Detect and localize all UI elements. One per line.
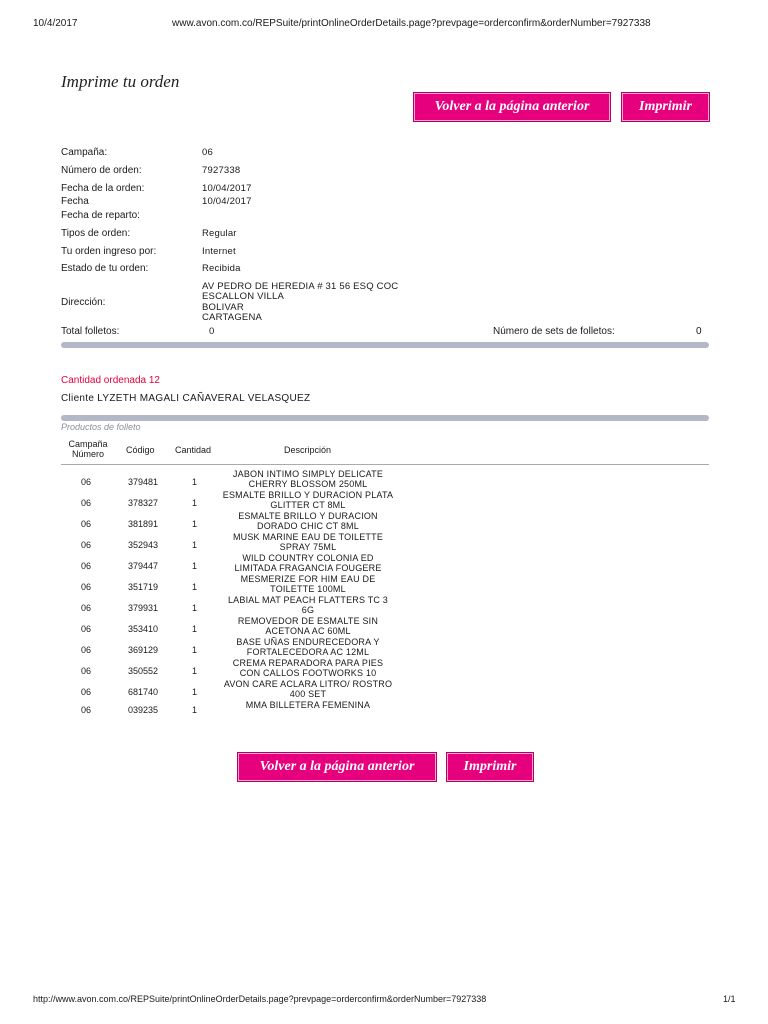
column-header-campaign-line2: Número	[71, 449, 104, 459]
row-description	[213, 637, 403, 657]
address-label: Dirección:	[61, 297, 106, 308]
row-code: 039235	[128, 705, 159, 715]
row-description	[213, 574, 403, 594]
order-number-label: Número de orden:	[61, 165, 142, 176]
order-number-value: 7927338	[202, 165, 241, 176]
address-line: ESCALLON VILLA	[202, 291, 285, 302]
table-row	[0, 574, 768, 595]
row-campaign: 06	[81, 687, 92, 697]
print-button-top[interactable]: Imprimir	[621, 92, 710, 122]
row-quantity: 1	[192, 705, 198, 715]
row-code: 379931	[128, 603, 159, 613]
row-description-line1: ESMALTE BRILLO Y DURACION PLATA	[222, 490, 394, 500]
total-brochures-value: 0	[209, 326, 215, 337]
row-description-line2: FORTALECEDORA AC 12ML	[246, 647, 370, 657]
column-header-campaign	[62, 439, 114, 459]
row-description-line1: MESMERIZE FOR HIM EAU DE	[240, 574, 376, 584]
row-campaign: 06	[81, 582, 92, 592]
row-quantity: 1	[192, 477, 198, 487]
row-description-line1: REMOVEDOR DE ESMALTE SIN	[237, 616, 379, 626]
column-header-code: Código	[126, 445, 155, 455]
row-description-line2: 6G	[301, 605, 315, 615]
quantity-ordered: Cantidad ordenada 12	[61, 375, 160, 386]
row-campaign: 06	[81, 477, 92, 487]
row-quantity: 1	[192, 603, 198, 613]
row-quantity: 1	[192, 666, 198, 676]
row-description	[213, 658, 403, 678]
print-page-number: 1/1	[723, 994, 736, 1004]
row-description	[213, 679, 403, 699]
table-row	[0, 469, 768, 490]
row-campaign: 06	[81, 624, 92, 634]
page-title: Imprime tu orden	[61, 72, 180, 91]
row-campaign: 06	[81, 540, 92, 550]
table-row	[0, 553, 768, 574]
address-line: BOLIVAR	[202, 302, 244, 313]
address-line: AV PEDRO DE HEREDIA # 31 56 ESQ COC	[202, 281, 399, 292]
row-quantity: 1	[192, 540, 198, 550]
row-description-line2: SPRAY 75ML	[279, 542, 337, 552]
products-section-label: Productos de folleto	[61, 422, 141, 432]
row-code: 353410	[128, 624, 159, 634]
row-description-line1: MUSK MARINE EAU DE TOILETTE	[232, 532, 384, 542]
row-campaign: 06	[81, 561, 92, 571]
row-description-line1: JABON INTIMO SIMPLY DELICATE	[232, 469, 384, 479]
row-quantity: 1	[192, 561, 198, 571]
print-footer-url: http://www.avon.com.co/REPSuite/printOnlineOrderDetails.page?prevpage=orderconfirm&orderNumber=7927338	[33, 994, 487, 1004]
campaign-value: 06	[202, 147, 213, 158]
row-description-line2: LIMITADA FRAGANCIA FOUGERE	[234, 563, 382, 573]
row-description-line2: GLITTER CT 8ML	[270, 500, 346, 510]
row-description-line2: ACETONA AC 60ML	[265, 626, 351, 636]
total-brochures-label: Total folletos:	[61, 326, 120, 337]
order-date-label: Fecha de la orden:	[61, 183, 145, 194]
row-description	[213, 700, 403, 710]
row-campaign: 06	[81, 705, 92, 715]
table-row	[0, 616, 768, 637]
row-description-line1: LABIAL MAT PEACH FLATTERS TC 3	[227, 595, 389, 605]
row-description-line2: DORADO CHIC CT 8ML	[257, 521, 359, 531]
print-header-url: www.avon.com.co/REPSuite/printOnlineOrderDetails.page?prevpage=orderconfirm&orderNumber=7927338	[172, 18, 651, 29]
row-quantity: 1	[192, 519, 198, 529]
delivery-date-label: Fecha de reparto:	[61, 210, 140, 221]
back-button-top[interactable]: Volver a la página anterior	[413, 92, 611, 122]
table-row	[0, 637, 768, 658]
column-header-quantity: Cantidad	[175, 445, 212, 455]
address-line: CARTAGENA	[202, 312, 263, 323]
row-code: 351719	[128, 582, 159, 592]
row-description	[213, 553, 403, 573]
table-row	[0, 658, 768, 679]
row-code: 352943	[128, 540, 159, 550]
table-row	[0, 511, 768, 532]
row-campaign: 06	[81, 645, 92, 655]
print-button-bottom[interactable]: Imprimir	[446, 752, 534, 782]
campaign-label: Campaña:	[61, 147, 108, 158]
column-header-description: Descripción	[284, 445, 332, 455]
row-campaign: 06	[81, 498, 92, 508]
row-description-line2: 400 SET	[289, 689, 327, 699]
row-campaign: 06	[81, 603, 92, 613]
row-code: 379447	[128, 561, 159, 571]
table-row	[0, 697, 768, 718]
row-code: 681740	[128, 687, 159, 697]
row-code: 379481	[128, 477, 159, 487]
row-description	[213, 595, 403, 615]
section-divider	[61, 342, 709, 348]
section-divider	[61, 415, 709, 421]
order-type-value: Regular	[202, 228, 237, 239]
row-code: 350552	[128, 666, 159, 676]
row-description-line1: CREMA REPARADORA PARA PIES	[232, 658, 384, 668]
row-campaign: 06	[81, 519, 92, 529]
row-quantity: 1	[192, 645, 198, 655]
order-status-value: Recibida	[202, 263, 241, 274]
order-channel-label: Tu orden ingreso por:	[61, 246, 157, 257]
print-date: 10/4/2017	[33, 18, 78, 29]
table-row	[0, 532, 768, 553]
brochure-sets-label: Número de sets de folletos:	[493, 326, 615, 337]
order-status-label: Estado de tu orden:	[61, 263, 149, 274]
row-description-line1: BASE UÑAS ENDURECEDORA Y	[236, 637, 380, 647]
back-button-bottom[interactable]: Volver a la página anterior	[237, 752, 437, 782]
row-description	[213, 532, 403, 552]
brochure-sets-value: 0	[696, 326, 702, 337]
row-description	[213, 469, 403, 489]
row-description-line1: ESMALTE BRILLO Y DURACION	[238, 511, 378, 521]
date-label: Fecha	[61, 196, 89, 207]
row-code: 369129	[128, 645, 159, 655]
row-quantity: 1	[192, 687, 198, 697]
row-description-line2: CON CALLOS FOOTWORKS 10	[239, 668, 377, 678]
table-header-divider	[61, 464, 709, 465]
table-row	[0, 595, 768, 616]
date-value: 10/04/2017	[202, 196, 252, 207]
row-quantity: 1	[192, 498, 198, 508]
row-quantity: 1	[192, 582, 198, 592]
column-header-campaign-line1: Campaña	[68, 439, 108, 449]
row-quantity: 1	[192, 624, 198, 634]
row-code: 378327	[128, 498, 159, 508]
row-code: 381891	[128, 519, 159, 529]
row-description	[213, 511, 403, 531]
table-row	[0, 490, 768, 511]
client-name: Cliente LYZETH MAGALI CAÑAVERAL VELASQUEZ	[61, 393, 311, 404]
order-channel-value: Internet	[202, 246, 236, 257]
row-description-line1: MMA BILLETERA FEMENINA	[245, 700, 371, 710]
order-type-label: Tipos de orden:	[61, 228, 131, 239]
order-date-value: 10/04/2017	[202, 183, 252, 194]
row-description-line2: CHERRY BLOSSOM 250ML	[248, 479, 368, 489]
row-description-line1: AVON CARE ACLARA LITRO/ ROSTRO	[223, 679, 393, 689]
row-description-line2: TOILETTE 100ML	[270, 584, 346, 594]
row-campaign: 06	[81, 666, 92, 676]
row-description	[213, 490, 403, 510]
row-description	[213, 616, 403, 636]
row-description-line1: WILD COUNTRY COLONIA ED	[242, 553, 374, 563]
